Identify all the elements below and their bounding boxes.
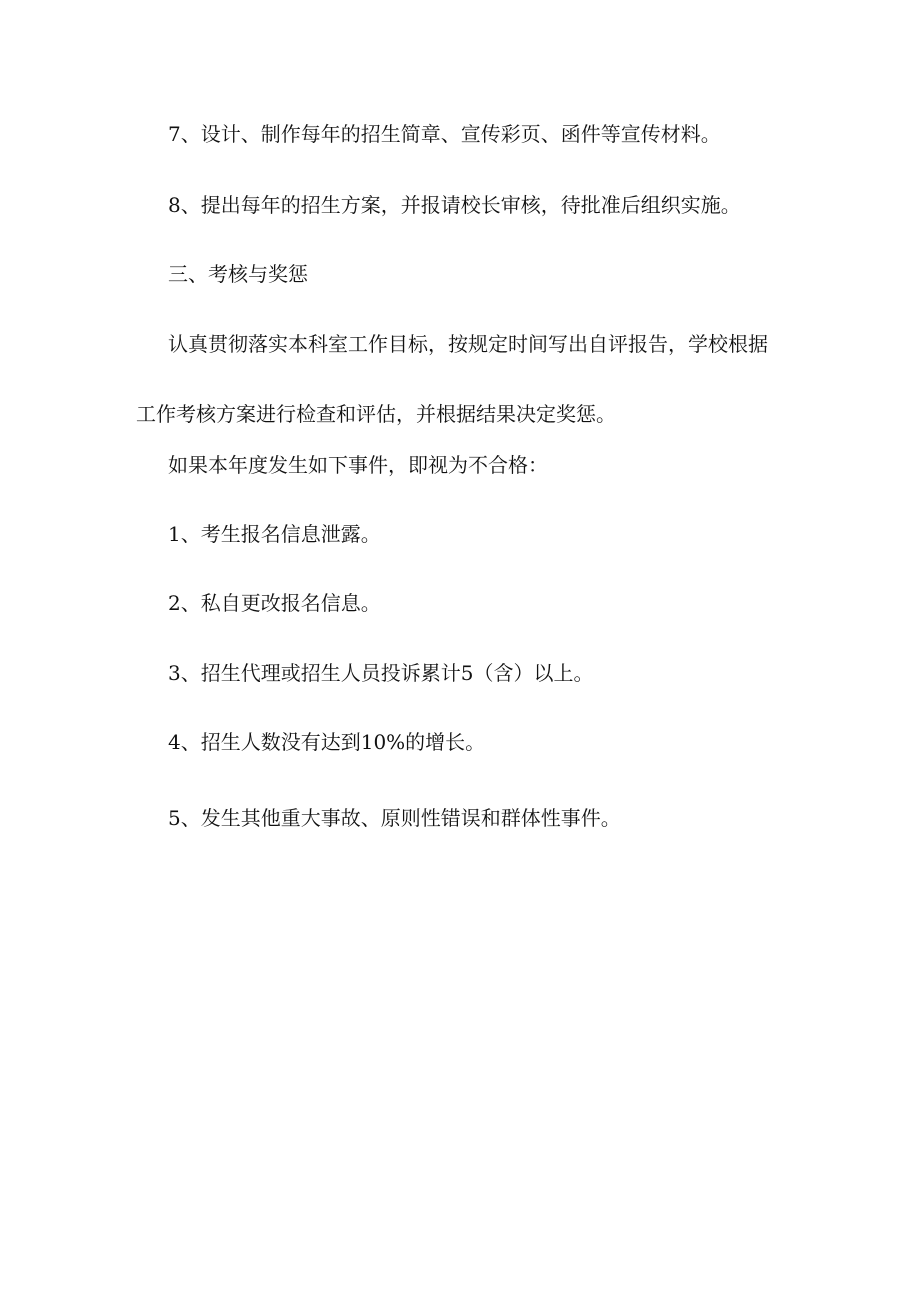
paragraph-assessment-line-1: 认真贯彻落实本科室工作目标，按规定时间写出自评报告，学校根据 <box>168 332 768 356</box>
list-item-fail-1: 1、考生报名信息泄露。 <box>168 522 381 546</box>
list-item-fail-3: 3、招生代理或招生人员投诉累计5（含）以上。 <box>168 661 594 685</box>
section-heading-assessment: 三、考核与奖惩 <box>168 262 308 286</box>
list-item-fail-4: 4、招生人数没有达到10%的增长。 <box>168 730 486 754</box>
list-item-fail-5: 5、发生其他重大事故、原则性错误和群体性事件。 <box>168 806 621 830</box>
paragraph-fail-intro: 如果本年度发生如下事件，即视为不合格： <box>168 453 548 477</box>
paragraph-assessment <box>136 331 796 427</box>
paragraph-item-7: 7、设计、制作每年的招生简章、宣传彩页、函件等宣传材料。 <box>168 122 721 146</box>
list-item-fail-2: 2、私自更改报名信息。 <box>168 591 381 615</box>
paragraph-assessment-line-2: 工作考核方案进行检查和评估，并根据结果决定奖惩。 <box>136 402 616 426</box>
paragraph-item-8: 8、提出每年的招生方案，并报请校长审核，待批准后组织实施。 <box>168 193 741 217</box>
